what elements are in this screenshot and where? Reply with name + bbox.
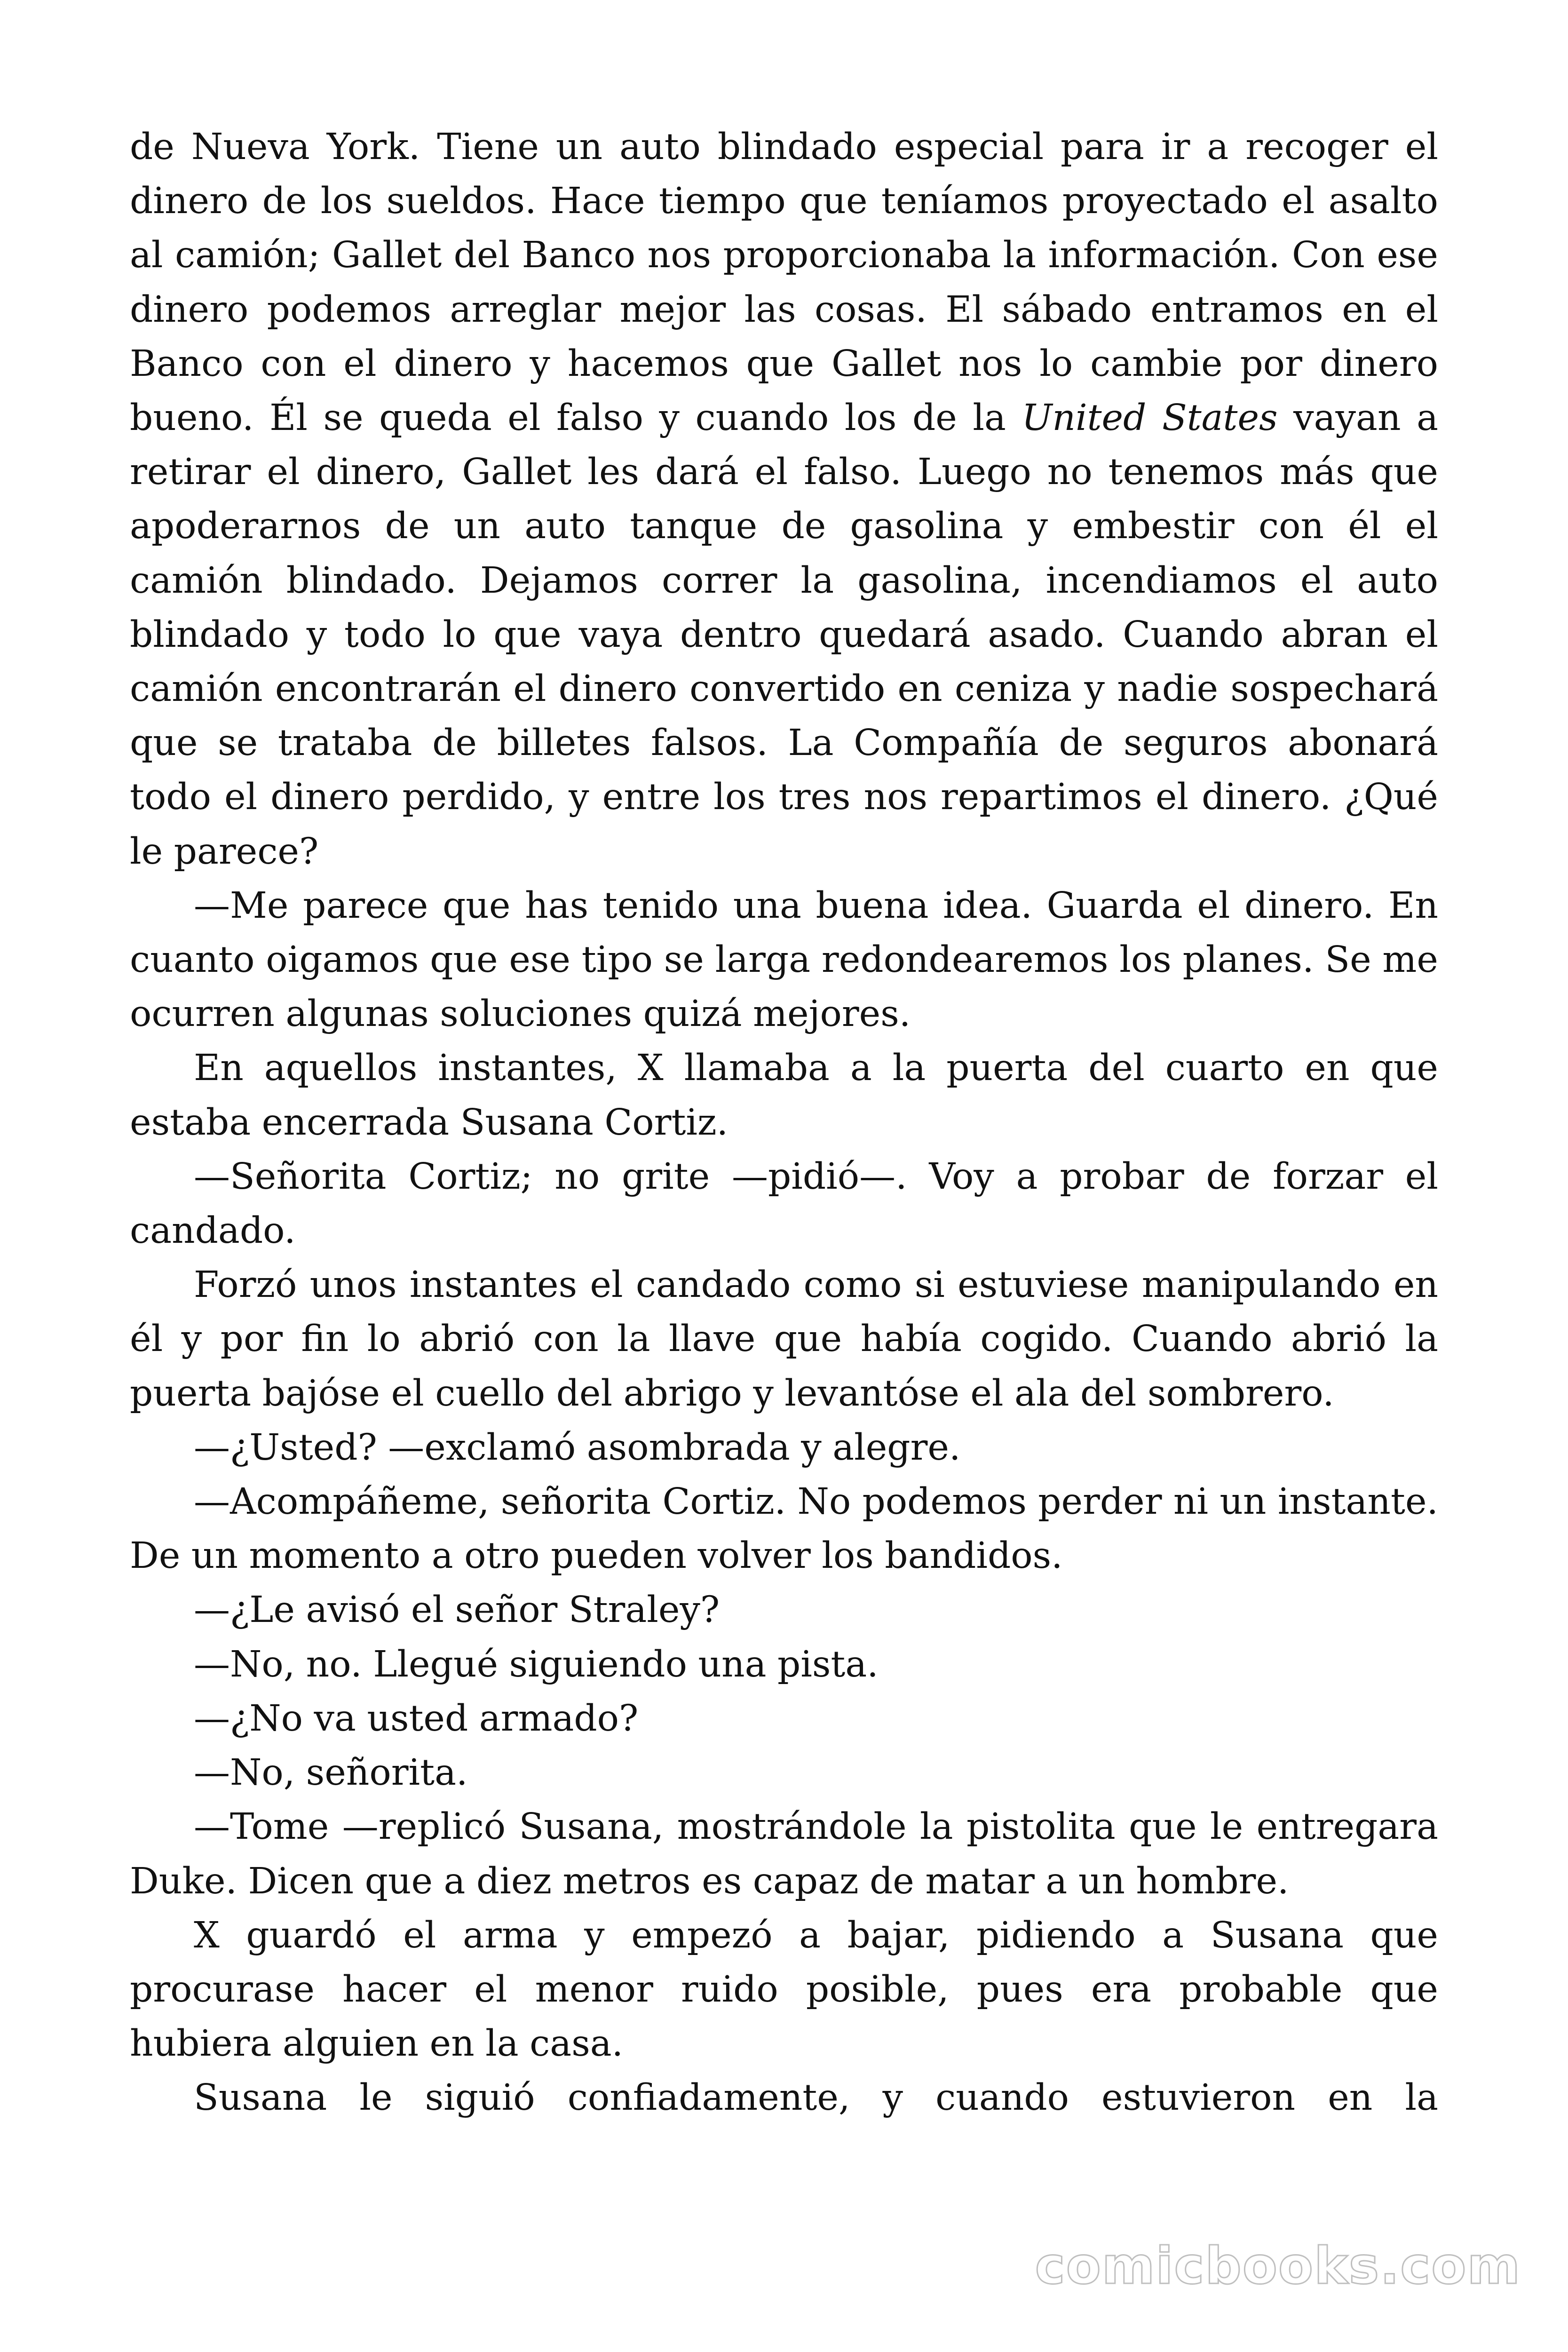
paragraph-text: de Nueva York. Tiene un auto blindado especial para ir a recoger el dinero de los sueldos. Hace tiempo que teníamos proyectado el asalto al camión; Gallet del Banco nos proporcionaba la información. Con ese dinero podemos arreglar mejor las cosas. El sábado entramos en el Banco con el dinero y hacemos que Gallet nos lo cambie por dinero bueno. Él se queda el falso y cuando los de la bbox=[130, 126, 1438, 439]
paragraph: —No, no. Llegué siguiendo una pista. bbox=[194, 1643, 879, 1685]
page-body bbox=[130, 120, 1438, 2125]
watermark-logo: comicbooks.com bbox=[1035, 2237, 1521, 2296]
paragraph: Forzó unos instantes el candado como si estuviese manipulando en él y por fin lo abrió con la llave que había cogido. Cuando abrió la puerta bajóse el cuello del abrigo y levantóse el ala del sombrero. bbox=[130, 1264, 1438, 1414]
paragraph: En aquellos instantes, X llamaba a la puerta del cuarto en que estaba encerrada Susana Cortiz. bbox=[130, 1047, 1438, 1144]
paragraph: X guardó el arma y empezó a bajar, pidiendo a Susana que procurase hacer el menor ruido posible, pues era probable que hubiera alguien en la casa. bbox=[130, 1914, 1438, 2065]
paragraph: —Tome —replicó Susana, mostrándole la pistolita que le entregara Duke. Dicen que a diez metros es capaz de matar a un hombre. bbox=[130, 1806, 1438, 1902]
paragraph: —Me parece que has tenido una buena idea. Guarda el dinero. En cuanto oigamos que ese tipo se larga redondearemos los planes. Se me ocurren algunas soluciones quizá mejores. bbox=[130, 884, 1438, 1035]
paragraph: —¿Le avisó el señor Straley? bbox=[194, 1589, 720, 1631]
paragraph: —Señorita Cortiz; no grite —pidió—. Voy a probar de forzar el candado. bbox=[130, 1155, 1438, 1252]
paragraph-text: vayan a retirar el dinero, Gallet les dará el falso. Luego no tenemos más que apoderarnos de un auto tanque de gasolina y embestir con él el camión blindado. Dejamos correr la gasolina, incendiamos el auto blindado y todo lo que vaya dentro quedará asado. Cuando abran el camión encontrarán el dinero convertido en ceniza y nadie sospechará que se trataba de billetes falsos. La Compañía de seguros abonará todo el dinero perdido, y entre los tres nos repartimos el dinero. ¿Qué le parece? bbox=[130, 397, 1439, 873]
paragraph-continuation bbox=[130, 120, 1438, 879]
italic-text: United States bbox=[1022, 397, 1278, 439]
paragraph: Susana le siguió confiadamente, y cuando estuvieron en la bbox=[194, 2077, 1438, 2119]
paragraph: —¿Usted? —exclamó asombrada y alegre. bbox=[194, 1426, 961, 1469]
paragraph: —Acompáñeme, señorita Cortiz. No podemos perder ni un instante. De un momento a otro pueden volver los bandidos. bbox=[130, 1481, 1438, 1577]
paragraph: —¿No va usted armado? bbox=[194, 1697, 639, 1740]
paragraph: —No, señorita. bbox=[194, 1752, 468, 1794]
